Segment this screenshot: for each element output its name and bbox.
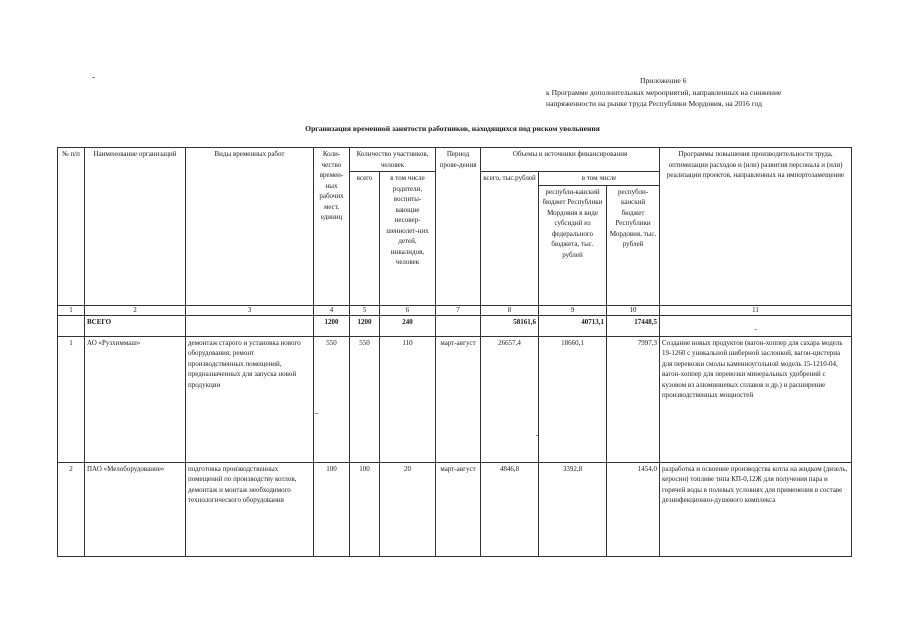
col-header-financing: Объемы и источники финансирования (481, 148, 660, 172)
total-subsidy: 40713,1 (539, 315, 607, 336)
col-number: 7 (436, 305, 481, 315)
scan-speck (92, 77, 95, 78)
col-header-finance-including: в том числе (539, 172, 660, 186)
row-works: подготовка производственных помещений по производству котлов, демонтаж и монтаж необходимого технологического оборудования (186, 462, 314, 556)
total-works (186, 315, 314, 336)
total-num (58, 315, 85, 336)
col-number: 3 (186, 305, 314, 315)
col-number: 11 (660, 305, 852, 315)
row-programs: разработка и освоение производства котла на жидком (дизель, керосин) топливе типа КП-0,12Ж для получения пара и горячей воды в полевых условиях для применения в составе дезинфекционно-душевого комплекса (660, 462, 852, 556)
col-header-participants-total: всего (350, 172, 380, 306)
row-org: ПАО «Мелоборудование» (85, 462, 186, 556)
table-row (58, 462, 852, 556)
row-programs: Создание новых продуктов (вагон-хоппер для сахара модель 19-1260 с уникальной шиберной заслонкой, вагон-цистерна для перевозки смолы каменноугольной модель 15-1210-04, вагон-хоппер для перевозки минеральных удобрений с кузовом из алюминиевых сплавов и др.) и расширение производственных мощностей (660, 336, 852, 462)
total-republic: 17448,5 (607, 315, 660, 336)
col-header-finance-subsidy: республи-канский бюджет Республики Мордовия в виде субсидий из федерального бюджета, тыс. рублей (539, 185, 607, 305)
row-republic: 7997,3 (607, 336, 660, 462)
col-number: 10 (607, 305, 660, 315)
row-finance: 4846,8 (481, 462, 539, 556)
row-places: 550 (314, 336, 350, 462)
row-subsidy: 3392,8 (539, 462, 607, 556)
row-subsidy: 18660,1 (539, 336, 607, 462)
row-org: АО «Рузхиммаш» (85, 336, 186, 462)
col-header-finance-total: всего, тыс.рублей (481, 172, 539, 306)
col-number: 8 (481, 305, 539, 315)
row-places: 100 (314, 462, 350, 556)
appendix-subtitle-line-2: напряженности на рынке труда Республики Мордовия, на 2016 год (546, 99, 763, 108)
col-number: 2 (85, 305, 186, 315)
row-works: демонтаж старого и установка нового оборудования; ремонт производственных помещений, предназначенных для запуска новой продукции (186, 336, 314, 462)
total-period (436, 315, 481, 336)
col-number: 1 (58, 305, 85, 315)
col-number: 6 (380, 305, 436, 315)
col-number: 5 (350, 305, 380, 315)
employment-table (57, 147, 852, 557)
total-finance: 58161,6 (481, 315, 539, 336)
col-header-finance-republic: республи-канский бюджет Республики Мордовия, тыс. рублей (607, 185, 660, 305)
appendix-label: Приложение 6 (640, 76, 687, 85)
col-number: 4 (314, 305, 350, 315)
total-participants: 1200 (350, 315, 380, 336)
col-header-programs: Программы повышения производительности труда, оптимизации расходов и (или) развития персонала и (или) реализации проектов, направленных на импортозамещение (660, 148, 852, 306)
row-parents: 20 (380, 462, 436, 556)
row-parents: 110 (380, 336, 436, 462)
row-participants: 550 (350, 336, 380, 462)
col-header-org: Наименование организаций (85, 148, 186, 306)
row-num: 1 (58, 336, 85, 462)
col-header-participants: Количество участников, человек (350, 148, 436, 172)
table-row (58, 336, 852, 462)
total-row (58, 315, 852, 336)
row-participants: 100 (350, 462, 380, 556)
col-header-num: № п/п (58, 148, 85, 306)
appendix-subtitle-line-1: к Программе дополнительных мероприятий, направленных на снижение (546, 88, 782, 97)
col-header-participants-parents: в том числе родители, воспиты-вающие несовер-шеннолет-них детей, инвалидов, человек (380, 172, 436, 306)
row-finance: 26657,4 (481, 336, 539, 462)
row-republic: 1454,0 (607, 462, 660, 556)
col-header-period: Период прове-дения (436, 148, 481, 306)
total-label: ВСЕГО (85, 315, 186, 336)
col-number: 9 (539, 305, 607, 315)
col-header-places: Коли-чество времен-ных рабочих мест, единиц (314, 148, 350, 306)
column-number-row (58, 305, 852, 315)
row-num: 2 (58, 462, 85, 556)
total-programs: - (660, 315, 852, 336)
total-parents: 240 (380, 315, 436, 336)
col-header-works: Виды временных работ (186, 148, 314, 306)
row-period: март-август (436, 336, 481, 462)
document-title: Организация временной занятости работников, находящихся под риском увольнения (305, 124, 600, 133)
row-period: март-август (436, 462, 481, 556)
total-places: 1200 (314, 315, 350, 336)
